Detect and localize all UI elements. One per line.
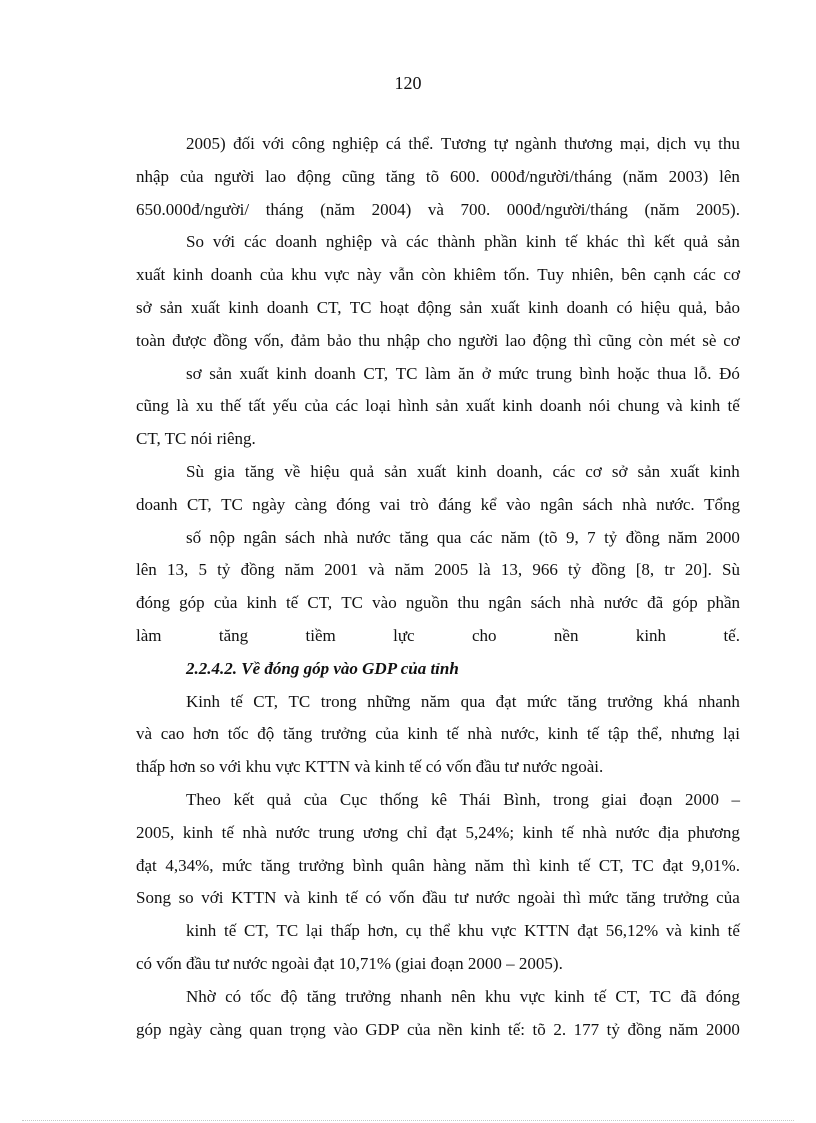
text-line: sở sản xuất kinh doanh CT, TC hoạt động sản xuất kinh doanh có hiệu quả, bảo [136, 297, 740, 317]
text-line: lên 13, 5 tỷ đồng năm 2001 và năm 2005 là 13, 966 tỷ đồng [8, tr 20]. Sù [136, 560, 740, 580]
text-line: Song so với KTTN và kinh tế có vốn đầu tư nước ngoài thì mức tăng trưởng của [136, 888, 740, 908]
text-line: 650.000đ/người/ tháng (năm 2004) và 700. 000đ/người/tháng (năm 2005). [136, 199, 740, 219]
text-line: số nộp ngân sách nhà nước tăng qua các năm (tõ 9, 7 tỷ đồng năm 2000 [186, 527, 740, 547]
text-line: doanh CT, TC ngày càng đóng vai trò đáng kể vào ngân sách nhà nước. Tổng [136, 494, 740, 514]
text-line: có vốn đầu tư nước ngoài đạt 10,71% (giai đoạn 2000 – 2005). [136, 953, 563, 973]
text-line: Nhờ có tốc độ tăng trưởng nhanh nên khu vực kinh tế CT, TC đã đóng [186, 986, 740, 1006]
text-line: So với các doanh nghiệp và các thành phần kinh tế khác thì kết quả sản [186, 232, 740, 252]
text-line: đạt 4,34%, mức tăng trưởng bình quân hàng năm thì kinh tế CT, TC đạt 9,01%. [136, 855, 740, 875]
text-line: toàn được đồng vốn, đảm bảo thu nhập cho người lao động thì cũng còn mét sè cơ [136, 330, 740, 350]
page-number: 120 [394, 73, 422, 93]
text-line: nhập của người lao động cũng tăng tõ 600. 000đ/người/tháng (năm 2003) lên [136, 166, 740, 186]
text-line: và cao hơn tốc độ tăng trưởng của kinh tế nhà nước, kinh tế tập thể, nhưng lại [136, 724, 740, 744]
text-line: Sù gia tăng về hiệu quả sản xuất kinh doanh, các cơ sở sản xuất kinh [186, 461, 740, 481]
section-heading: 2.2.4.2. Về đóng góp vào GDP của tỉnh [186, 658, 459, 678]
text-line: làm tăng tiềm lực cho nền kinh tế. [136, 625, 740, 645]
text-line: xuất kinh doanh của khu vực này vẫn còn khiêm tốn. Tuy nhiên, bên cạnh các cơ [136, 265, 740, 285]
text-line: thấp hơn so với khu vực KTTN và kinh tế có vốn đầu tư nước ngoài. [136, 757, 604, 777]
text-line: kinh tế CT, TC lại thấp hơn, cụ thể khu vực KTTN đạt 56,12% và kinh tế [186, 921, 740, 941]
text-line: 2005, kinh tế nhà nước trung ương chỉ đạt 5,24%; kinh tế nhà nước địa phương [136, 822, 740, 842]
text-line: Theo kết quả của Cục thống kê Thái Bình, trong giai đoạn 2000 – [186, 789, 740, 809]
text-line: CT, TC nói riêng. [136, 429, 256, 449]
text-line: Kinh tế CT, TC trong những năm qua đạt mức tăng trưởng khá nhanh [186, 691, 740, 711]
text-line: góp ngày càng quan trọng vào GDP của nền kinh tế: tõ 2. 177 tỷ đồng năm 2000 [136, 1019, 740, 1039]
text-line: 2005) đối với công nghiệp cá thể. Tương tự ngành thương mại, dịch vụ thu [186, 134, 740, 153]
text-line: cũng là xu thế tất yếu của các loại hình sản xuất kinh doanh nói chung và kinh tế [136, 396, 740, 416]
text-line: sơ sản xuất kinh doanh CT, TC làm ăn ở mức trung bình hoặc thua lỗ. Đó [186, 363, 740, 383]
text-line: đóng góp của kinh tế CT, TC vào nguồn thu ngân sách nhà nước đã góp phần [136, 593, 740, 613]
body-text [136, 128, 740, 1046]
footer-divider [22, 1120, 794, 1121]
